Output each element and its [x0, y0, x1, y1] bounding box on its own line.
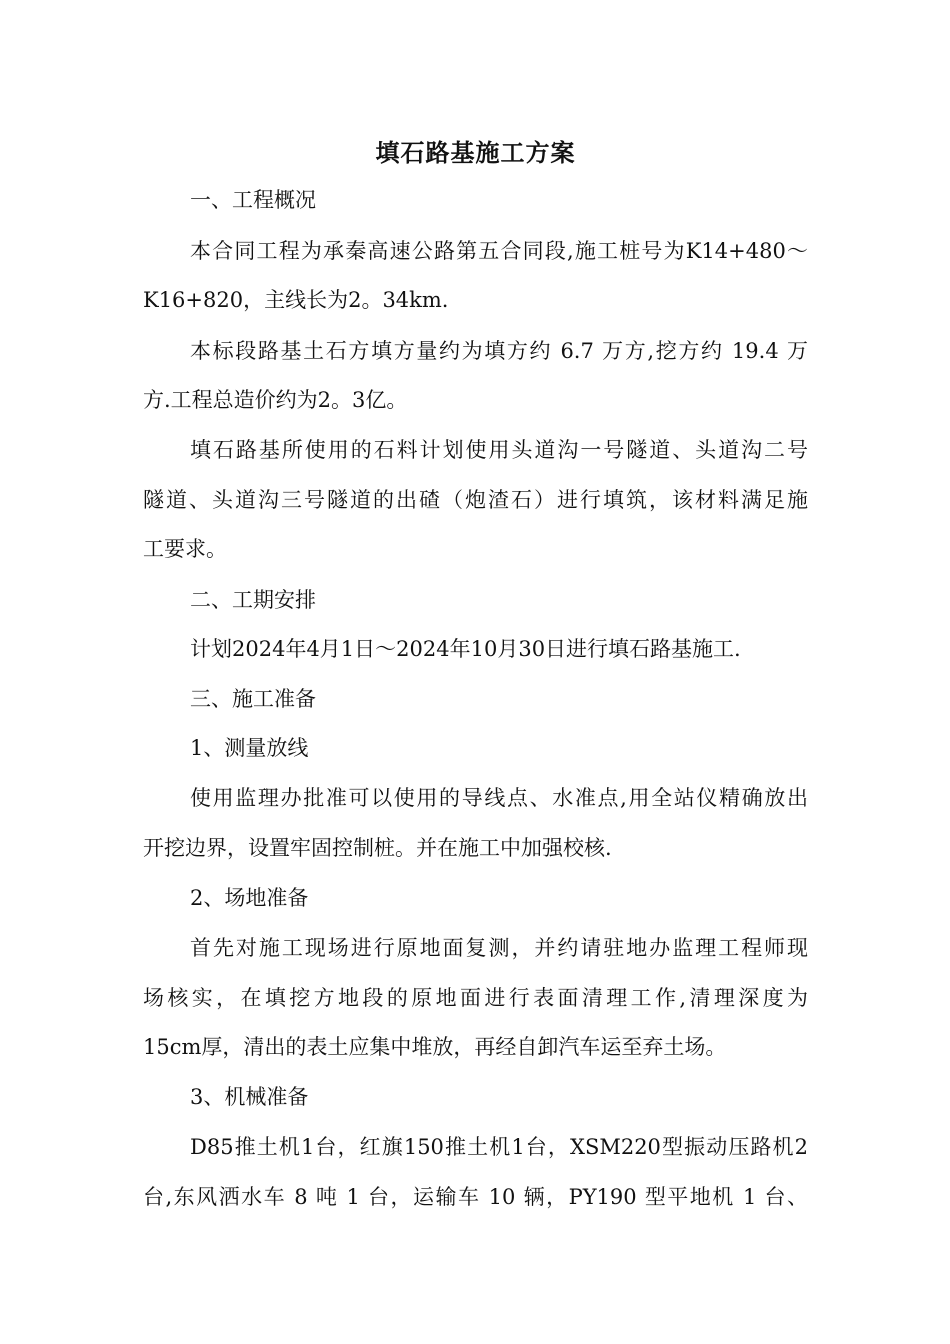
paragraph-line: 隧道、头道沟三号隧道的出碴（炮渣石）进行填筑，该材料满足施 — [143, 488, 808, 512]
paragraph-line: 开挖边界，设置牢固控制桩。并在施工中加强校核. — [143, 836, 612, 860]
paragraph-line: K16+820，主线长为2。34km. — [143, 288, 449, 312]
section-heading-preparation: 三、施工准备 — [190, 687, 316, 711]
paragraph-line: 填石路基所使用的石料计划使用头道沟一号隧道、头道沟二号 — [190, 438, 808, 462]
paragraph-line: 15cm厚，清出的表土应集中堆放，再经自卸汽车运至弃土场。 — [143, 1035, 727, 1059]
subsection-heading-machinery: 3、机械准备 — [190, 1085, 309, 1109]
paragraph-line: 台,东风洒水车 8 吨 1 台，运输车 10 辆，PY190 型平地机 1 台、 — [143, 1185, 808, 1209]
paragraph-line: D85推土机1台，红旗150推土机1台，XSM220型振动压路机2 — [190, 1135, 808, 1159]
paragraph-line: 方.工程总造价约为2。3亿。 — [143, 388, 408, 412]
paragraph-line: 本合同工程为承秦高速公路第五合同段,施工桩号为K14+480～ — [190, 239, 808, 263]
paragraph-line: 使用监理办批准可以使用的导线点、水准点,用全站仪精确放出 — [190, 786, 808, 810]
paragraph-line: 工要求。 — [143, 537, 227, 561]
paragraph-line: 计划2024年4月1日～2024年10月30日进行填石路基施工. — [190, 637, 741, 661]
paragraph-line: 首先对施工现场进行原地面复测，并约请驻地办监理工程师现 — [190, 936, 808, 960]
subsection-heading-survey: 1、测量放线 — [190, 736, 309, 760]
paragraph-line: 本标段路基土石方填方量约为填方约 6.7 万方,挖方约 19.4 万 — [190, 339, 808, 363]
paragraph-line: 场核实，在填挖方地段的原地面进行表面清理工作,清理深度为 — [143, 986, 808, 1010]
section-heading-overview: 一、工程概况 — [190, 188, 316, 212]
document-title: 填石路基施工方案 — [375, 138, 576, 167]
section-heading-schedule: 二、工期安排 — [190, 588, 316, 612]
subsection-heading-site: 2、场地准备 — [190, 886, 309, 910]
